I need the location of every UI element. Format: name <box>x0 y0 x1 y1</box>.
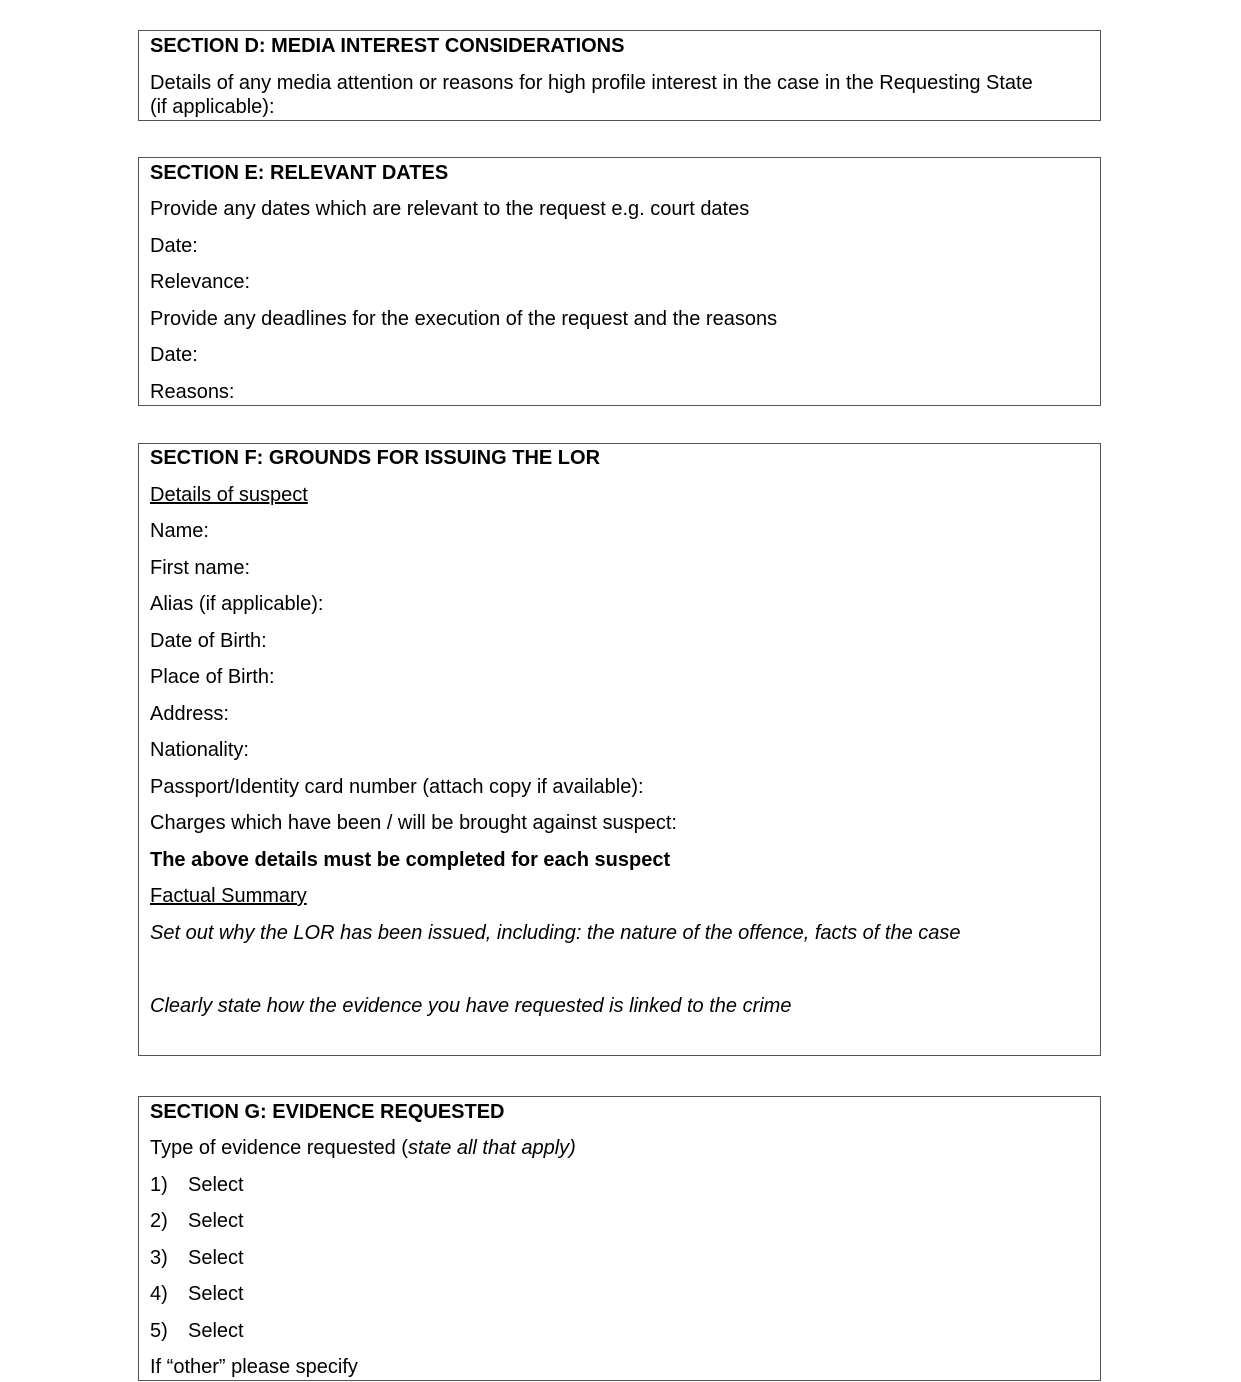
item-number: 2) <box>150 1210 168 1232</box>
relevance-field[interactable]: Relevance: <box>150 271 251 293</box>
suspect-name-field[interactable]: Name: <box>150 520 209 542</box>
section-d-title: SECTION D: MEDIA INTEREST CONSIDERATIONS <box>150 35 625 57</box>
evidence-select-2[interactable] <box>150 1209 244 1233</box>
item-number: 4) <box>150 1283 168 1305</box>
each-suspect-note: The above details must be completed for each suspect <box>150 849 671 871</box>
section-d-description-line-1: Details of any media attention or reasons for high profile interest in the case in the Requesting State <box>150 72 1033 94</box>
evidence-select-value[interactable]: Select <box>188 1247 244 1269</box>
section-f-box <box>138 443 1101 1056</box>
section-d-description-line-2: (if applicable): <box>150 96 275 118</box>
evidence-select-3[interactable] <box>150 1246 244 1270</box>
evidence-link-instruction[interactable]: Clearly state how the evidence you have requested is linked to the crime <box>150 995 792 1017</box>
date-field-1[interactable]: Date: <box>150 235 198 257</box>
item-number: 3) <box>150 1247 168 1269</box>
deadlines-intro: Provide any deadlines for the execution of the request and the reasons <box>150 308 778 330</box>
suspect-dob-field[interactable]: Date of Birth: <box>150 630 267 652</box>
evidence-select-4[interactable] <box>150 1282 244 1306</box>
factual-summary-heading: Factual Summary <box>150 885 307 907</box>
section-g-box <box>138 1096 1101 1381</box>
evidence-select-value[interactable]: Select <box>188 1174 244 1196</box>
evidence-select-1[interactable] <box>150 1173 244 1197</box>
suspect-nationality-field[interactable]: Nationality: <box>150 739 249 761</box>
suspect-pob-field[interactable]: Place of Birth: <box>150 666 275 688</box>
section-e-title: SECTION E: RELEVANT DATES <box>150 162 449 184</box>
factual-summary-instruction[interactable]: Set out why the LOR has been issued, including: the nature of the offence, facts of the case <box>150 922 961 944</box>
date-field-2[interactable]: Date: <box>150 344 198 366</box>
item-number: 5) <box>150 1320 168 1342</box>
evidence-select-5[interactable] <box>150 1319 244 1343</box>
section-d-box <box>138 30 1101 121</box>
section-f-title: SECTION F: GROUNDS FOR ISSUING THE LOR <box>150 447 601 469</box>
other-specify-field[interactable]: If “other” please specify <box>150 1356 358 1378</box>
evidence-select-value[interactable]: Select <box>188 1210 244 1232</box>
suspect-details-heading: Details of suspect <box>150 484 308 506</box>
suspect-passport-field[interactable]: Passport/Identity card number (attach copy if available): <box>150 776 644 798</box>
evidence-select-value[interactable]: Select <box>188 1283 244 1305</box>
section-g-title: SECTION G: EVIDENCE REQUESTED <box>150 1101 505 1123</box>
item-number: 1) <box>150 1174 168 1196</box>
evidence-select-value[interactable]: Select <box>188 1320 244 1342</box>
reasons-field[interactable]: Reasons: <box>150 381 235 403</box>
evidence-type-intro <box>150 1136 576 1160</box>
dates-intro: Provide any dates which are relevant to the request e.g. court dates <box>150 198 750 220</box>
suspect-address-field[interactable]: Address: <box>150 703 229 725</box>
suspect-alias-field[interactable]: Alias (if applicable): <box>150 593 324 615</box>
evidence-type-intro-text: Type of evidence requested ( <box>150 1137 408 1159</box>
section-e-box <box>138 157 1101 406</box>
suspect-first-name-field[interactable]: First name: <box>150 557 251 579</box>
suspect-charges-field[interactable]: Charges which have been / will be brought against suspect: <box>150 812 677 834</box>
evidence-type-intro-italic: state all that apply) <box>407 1137 576 1159</box>
